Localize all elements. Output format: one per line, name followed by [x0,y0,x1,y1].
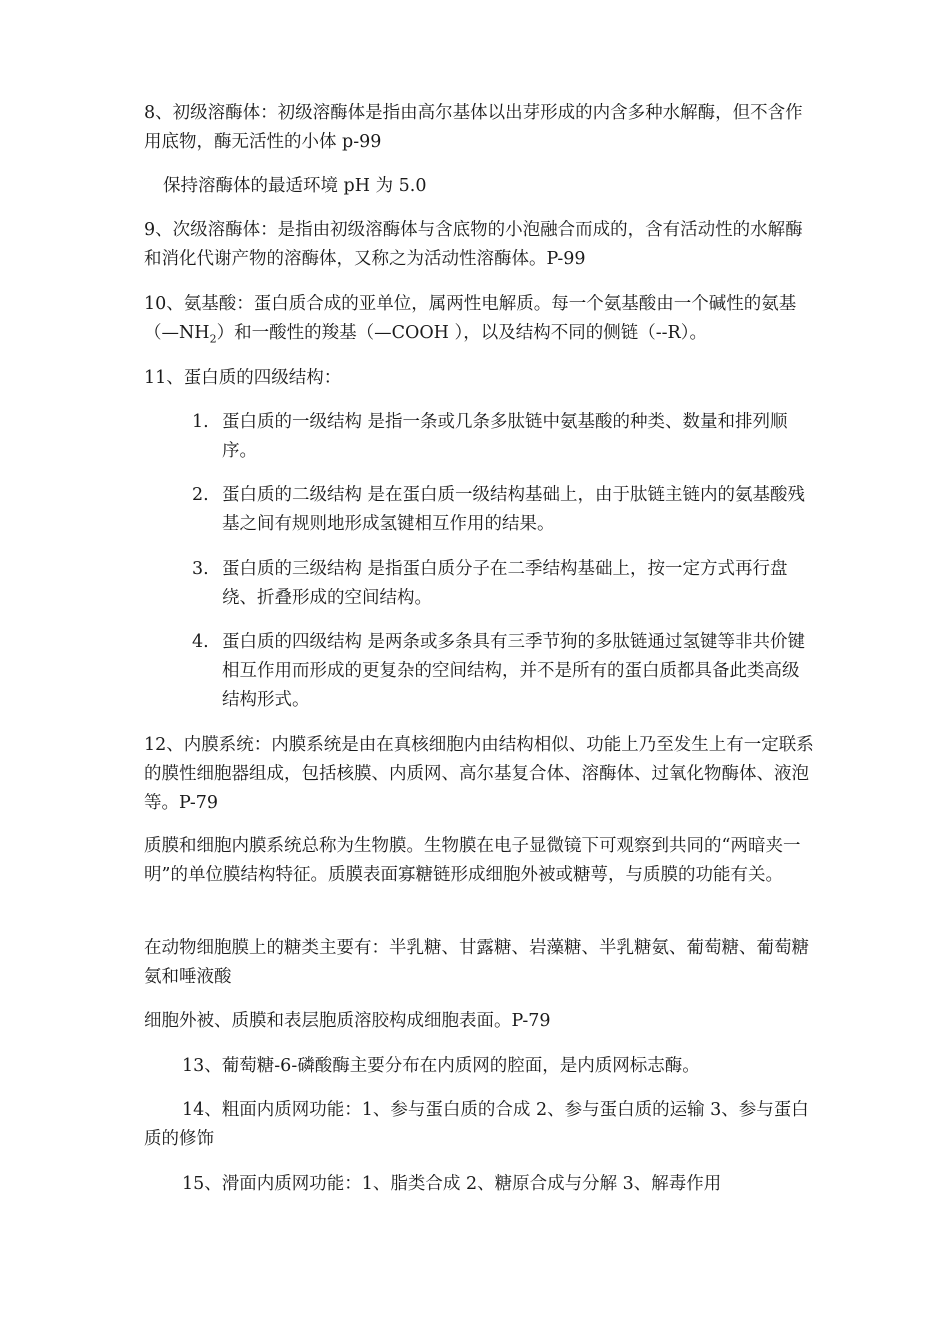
paragraph-11: 11、蛋白质的四级结构： [144,368,342,388]
paragraph-15: 15、滑面内质网功能：1、脂类合成 2、糖原合成与分解 3、解毒作用 [182,1174,722,1194]
list-text: 蛋白质的四级结构 是两条或多条具有三季节狗的多肽链通过氢键等非共价键相互作用而形成的更复杂的空间结构，并不是所有的蛋白质都具备此类高级结构形式。 [222,632,806,710]
paragraph-12-membrane: 质膜和细胞内膜系统总称为生物膜。生物膜在电子显微镜下可观察到共同的“两暗夹一明”的单位膜结构特征。质膜表面寡糖链形成细胞外被或糖萼，与质膜的功能有关。 [144,836,801,885]
nh2-subscript: 2 [209,332,217,346]
list-text: 蛋白质的二级结构 是在蛋白质一级结构基础上，由于肽链主链内的氨基酸残基之间有规则地形成氢键相互作用的结果。 [222,485,806,534]
list-item [192,481,812,539]
paragraph-10 [144,290,814,354]
paragraph-12: 12、内膜系统：内膜系统是由在真核细胞内由结构相似、功能上乃至发生上有一定联系的膜性细胞器组成，包括核膜、内质网、高尔基复合体、溶酶体、过氧化物酶体、液泡等。P-79 [144,735,814,813]
paragraph-10-part-a: 10、氨基酸：蛋白质合成的亚单位，属两性电解质。每一个氨基酸由一个碱性的氨基（—NH [144,294,797,343]
paragraph-8: 8、初级溶酶体：初级溶酶体是指由高尔基体以出芽形成的内含多种水解酶，但不含作用底物，酶无活性的小体 p-99 [144,103,803,152]
list-item [192,628,812,715]
paragraph-10-part-b: ）和一酸性的羧基（—COOH ），以及结构不同的侧链（--R）。 [216,323,707,343]
list-number: 4. [192,632,209,652]
paragraph-14: 14、粗面内质网功能：1、参与蛋白质的合成 2、参与蛋白质的运输 3、参与蛋白质的修饰 [144,1100,809,1149]
list-item [192,408,812,466]
paragraph-13: 13、葡萄糖-6-磷酸酶主要分布在内质网的腔面，是内质网标志酶。 [182,1056,700,1076]
paragraph-9: 9、次级溶酶体：是指由初级溶酶体与含底物的小泡融合而成的，含有活动性的水解酶和消化代谢产物的溶酶体，又称之为活动性溶酶体。P-99 [144,220,803,269]
paragraph-12-cell-surface: 细胞外被、质膜和表层胞质溶胶构成细胞表面。P-79 [144,1011,551,1031]
list-number: 2. [192,485,209,505]
list-item [192,555,812,613]
list-text: 蛋白质的三级结构 是指蛋白质分子在二季结构基础上，按一定方式再行盘绕、折叠形成的空间结构。 [222,559,788,608]
paragraph-12-sugars: 在动物细胞膜上的糖类主要有：半乳糖、甘露糖、岩藻糖、半乳糖氨、葡萄糖、葡萄糖氨和唾液酸 [144,938,809,987]
paragraph-8-ph: 保持溶酶体的最适环境 pH 为 5.0 [163,176,427,196]
list-number: 3. [192,559,209,579]
list-number: 1. [192,412,209,432]
list-text: 蛋白质的一级结构 是指一条或几条多肽链中氨基酸的种类、数量和排列顺序。 [222,412,788,461]
